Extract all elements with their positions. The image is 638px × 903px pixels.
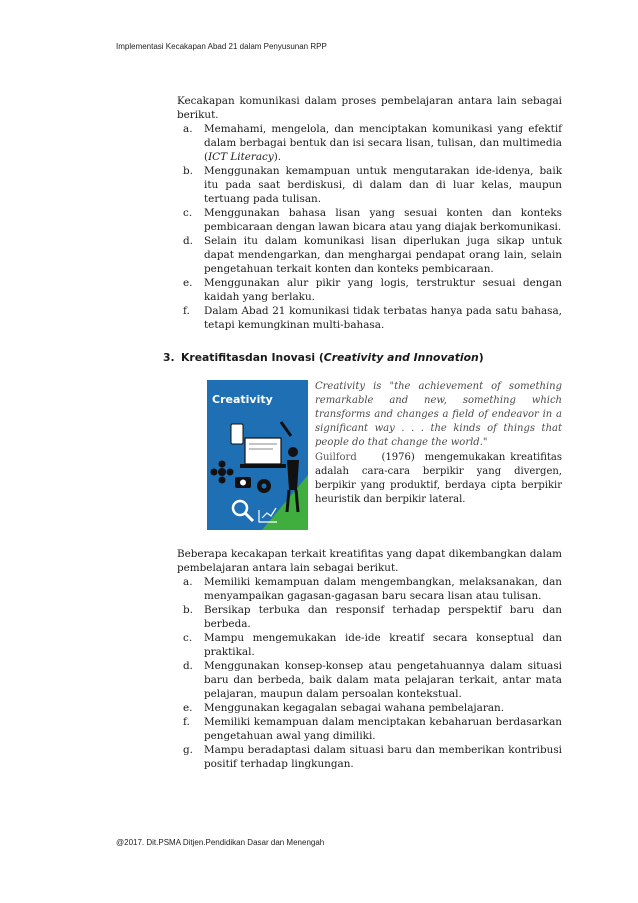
list-marker: a.: [183, 576, 193, 588]
list-marker: b.: [183, 604, 193, 616]
list-text: Menggunakan bahasa lisan yang sesuai konten dan konteks pembicaraan dengan lawan bicara atau yang diajak berkomunikasi.: [204, 207, 562, 233]
running-header: Implementasi Kecakapan Abad 21 dalam Penyusunan RPP: [116, 42, 327, 51]
list-item: [177, 304, 562, 332]
section-title-italic: Creativity and Innovation: [323, 351, 479, 364]
list-text: Selain itu dalam komunikasi lisan diperlukan juga sikap untuk dapat mendengarkan, dan menghargai pendapat orang lain, selain pengetahuan terkait konten dan konteks pembicaraan.: [204, 235, 562, 275]
quote-year: (1976): [381, 452, 415, 463]
section-heading: [163, 351, 484, 364]
list-marker: d.: [183, 235, 193, 247]
communication-list: [177, 122, 562, 332]
list-text: Menggunakan alur pikir yang logis, terstruktur sesuai dengan kaidah yang berlaku.: [204, 277, 562, 303]
list-text: Memiliki kemampuan dalam menciptakan kebaharuan berdasarkan pengetahuan awal yang dimiliki.: [204, 716, 562, 742]
section-title-close: ): [478, 351, 484, 364]
creativity-list: [177, 575, 562, 771]
list-marker: d.: [183, 660, 193, 672]
list-item: [177, 743, 562, 771]
list-marker: f.: [183, 305, 190, 317]
list-text: Menggunakan kemampuan untuk mengutarakan ide-idenya, baik itu pada saat berdiskusi, di dalam dan di luar kelas, maupun tertuang pada tulisan.: [204, 165, 562, 205]
creativity-quote: Creativity is "the achievement of something remarkable and new, something which transforms and changes a field of endeavor in a significant way . . . the kinds of things that people do that change the world.": [315, 381, 562, 448]
list-item: [177, 631, 562, 659]
illustration-label: Creativity: [212, 393, 273, 406]
list-item: [177, 659, 562, 701]
section-number: 3.: [163, 351, 175, 364]
list-item: [177, 206, 562, 234]
list-item: [177, 701, 562, 715]
list-text: Menggunakan kegagalan sebagai wahana pembelajaran.: [204, 702, 505, 714]
list-marker: c.: [183, 632, 193, 644]
list-marker: e.: [183, 702, 193, 714]
gear-icon: [257, 479, 271, 493]
list-item: [177, 164, 562, 206]
list-marker: e.: [183, 277, 193, 289]
list-item: [177, 715, 562, 743]
laptop-icon: [240, 438, 286, 468]
list-text: Memahami, mengelola, dan menciptakan komunikasi yang efektif dalam berbagai bentuk dan isi secara lisan, tulisan, dan multimedia (: [204, 123, 562, 163]
phone-icon: [231, 424, 243, 444]
list-text: Mampu mengemukakan ide-ide kreatif secara konseptual dan praktikal.: [204, 632, 562, 658]
list-text: Dalam Abad 21 komunikasi tidak terbatas hanya pada satu bahasa, tetapi kemungkinan multi-bahasa.: [204, 305, 562, 331]
communication-intro: Kecakapan komunikasi dalam proses pembelajaran antara lain sebagai berikut.: [177, 95, 562, 121]
list-text: ).: [273, 151, 282, 163]
quote-author: Guilford: [315, 452, 357, 463]
list-item: [177, 603, 562, 631]
list-marker: a.: [183, 123, 193, 135]
creativity-intro: Beberapa kecakapan terkait kreatifitas yang dapat dikembangkan dalam pembelajaran antara lain sebagai berikut.: [177, 548, 562, 574]
list-text: Memiliki kemampuan dalam mengembangkan, melaksanakan, dan menyampaikan gagasan-gagasan baru secara lisan atau tulisan.: [204, 576, 562, 602]
page-footer: @2017. Dit.PSMA Ditjen.Pendidikan Dasar dan Menengah: [116, 838, 325, 847]
list-text-italic: ICT Literacy: [208, 151, 274, 163]
list-text: Bersikap terbuka dan responsif terhadap perspektif baru dan berbeda.: [204, 604, 562, 630]
list-marker: g.: [183, 744, 193, 756]
list-item: [177, 575, 562, 603]
section-title: Kreatifitasdan Inovasi (: [181, 351, 324, 364]
list-marker: c.: [183, 207, 193, 219]
list-item: [177, 276, 562, 304]
list-marker: f.: [183, 716, 190, 728]
definition-text: mengemukakan kreatifitas adalah cara-cara berpikir yang divergen, berpikir yang produktif, berdaya cipta berpikir heuristik dan berpikir lateral.: [315, 452, 562, 505]
creativity-illustration: [207, 380, 308, 530]
list-item: [177, 234, 562, 276]
creativity-definition: [315, 451, 562, 507]
list-text: Mampu beradaptasi dalam situasi baru dan memberikan kontribusi positif terhadap lingkungan.: [204, 744, 562, 770]
list-text: Menggunakan konsep-konsep atau pengetahuannya dalam situasi baru dan berbeda, baik dalam mata pelajaran terkait, antar mata pelajaran, maupun dalam persoalan kontekstual.: [204, 660, 562, 700]
camera-icon: [235, 477, 251, 488]
list-marker: b.: [183, 165, 193, 177]
list-item: [177, 122, 562, 164]
